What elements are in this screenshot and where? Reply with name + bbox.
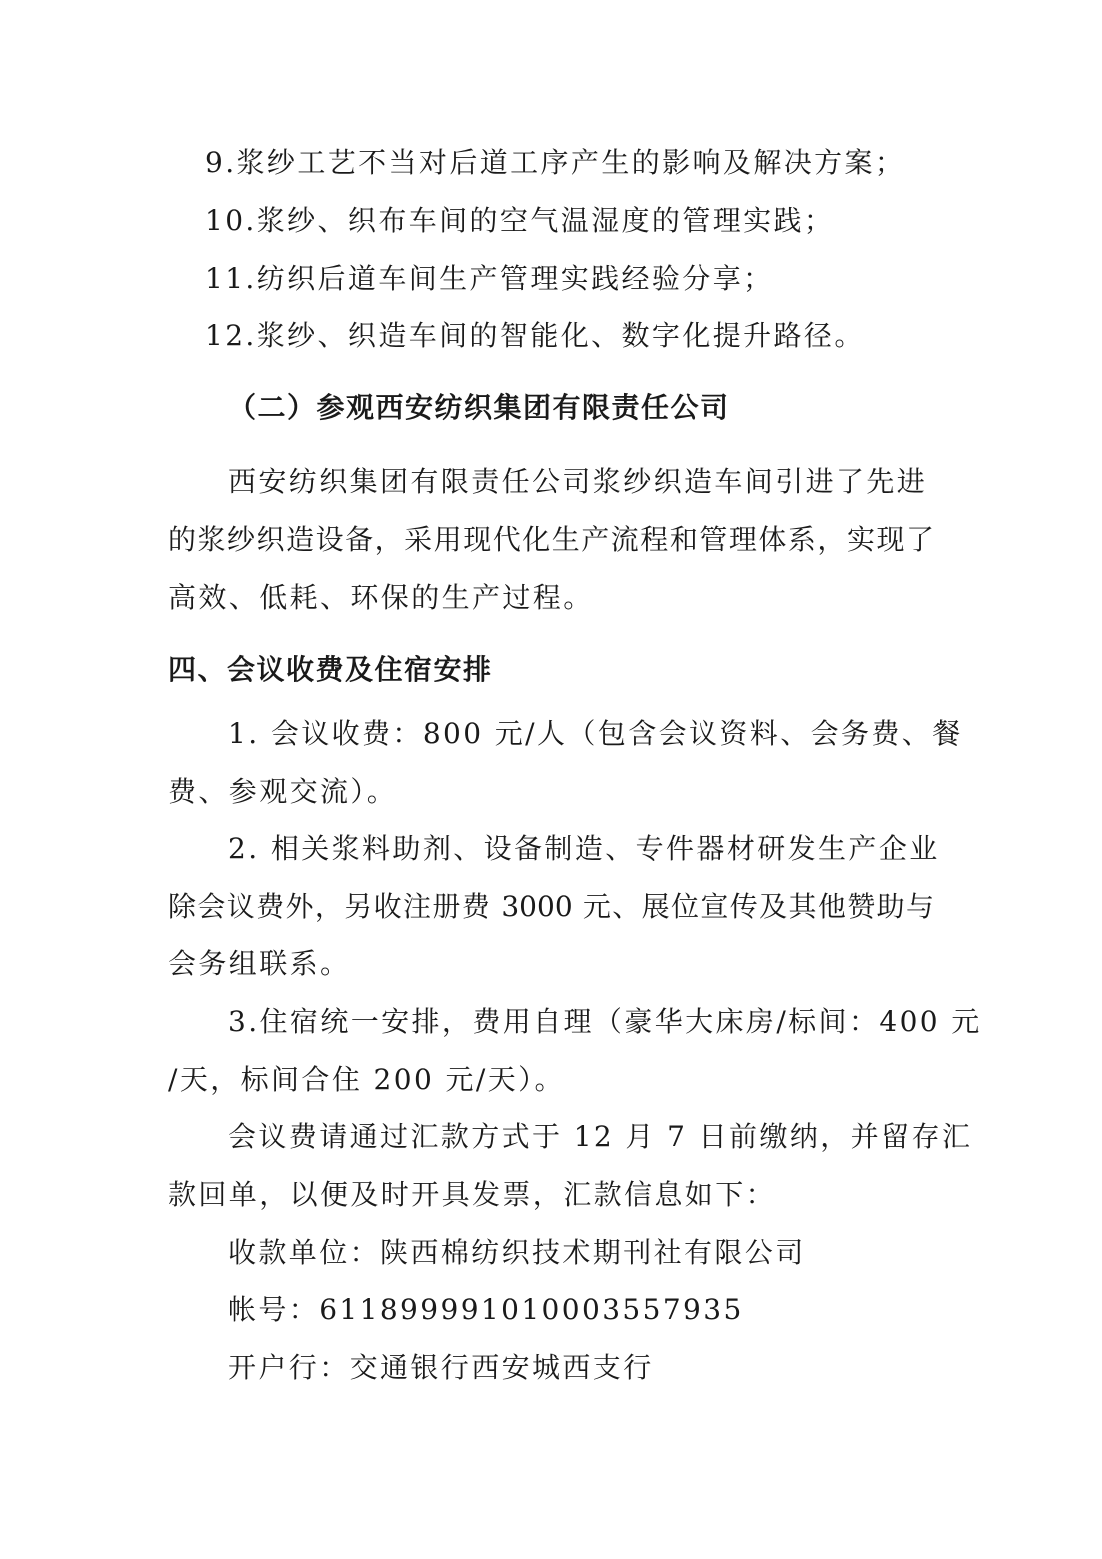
subsection-title: （二）参观西安纺织集团有限责任公司: [228, 391, 730, 424]
visit-paragraph-line-2: 的浆纱织造设备，采用现代化生产流程和管理体系，实现了: [168, 523, 934, 556]
fee-item-2-line-2: 除会议费外，另收注册费 3000 元、展位宣传及其他赞助与: [168, 890, 934, 923]
payee-line: 收款单位：陕西棉纺织技术期刊社有限公司: [228, 1236, 806, 1269]
fee-item-3-line-1: 3.住宿统一安排，费用自理（豪华大床房/标间：400 元: [228, 1005, 982, 1038]
list-item-12: 12.浆纱、织造车间的智能化、数字化提升路径。: [205, 319, 865, 352]
bank-name-line: 开户行：交通银行西安城西支行: [228, 1351, 654, 1384]
fee-item-1-line-2: 费、参观交流）。: [168, 775, 398, 808]
fee-item-2-line-1: 2. 相关浆料助剂、设备制造、专件器材研发生产企业: [228, 832, 940, 865]
section-title: 四、会议收费及住宿安排: [168, 653, 493, 686]
visit-paragraph-line-1: 西安纺织集团有限责任公司浆纱织造车间引进了先进: [228, 465, 928, 498]
list-item-10: 10.浆纱、织布车间的空气温湿度的管理实践；: [205, 204, 835, 237]
fee-item-1-line-1: 1. 会议收费：800 元/人（包含会议资料、会务费、餐: [228, 717, 963, 750]
list-item-9: 9.浆纱工艺不当对后道工序产生的影响及解决方案；: [205, 146, 906, 179]
payment-paragraph-line-2: 款回单，以便及时开具发票，汇款信息如下：: [168, 1178, 777, 1211]
fee-item-2-line-3: 会务组联系。: [168, 947, 351, 980]
visit-paragraph-line-3: 高效、低耗、环保的生产过程。: [168, 581, 594, 614]
account-number-line: 帐号：611899991010003557935: [228, 1293, 744, 1326]
payment-paragraph-line-1: 会议费请通过汇款方式于 12 月 7 日前缴纳，并留存汇: [228, 1120, 973, 1153]
list-item-11: 11.纺织后道车间生产管理实践经验分享；: [205, 262, 774, 295]
fee-item-3-line-2: /天，标间合住 200 元/天）。: [168, 1063, 565, 1096]
